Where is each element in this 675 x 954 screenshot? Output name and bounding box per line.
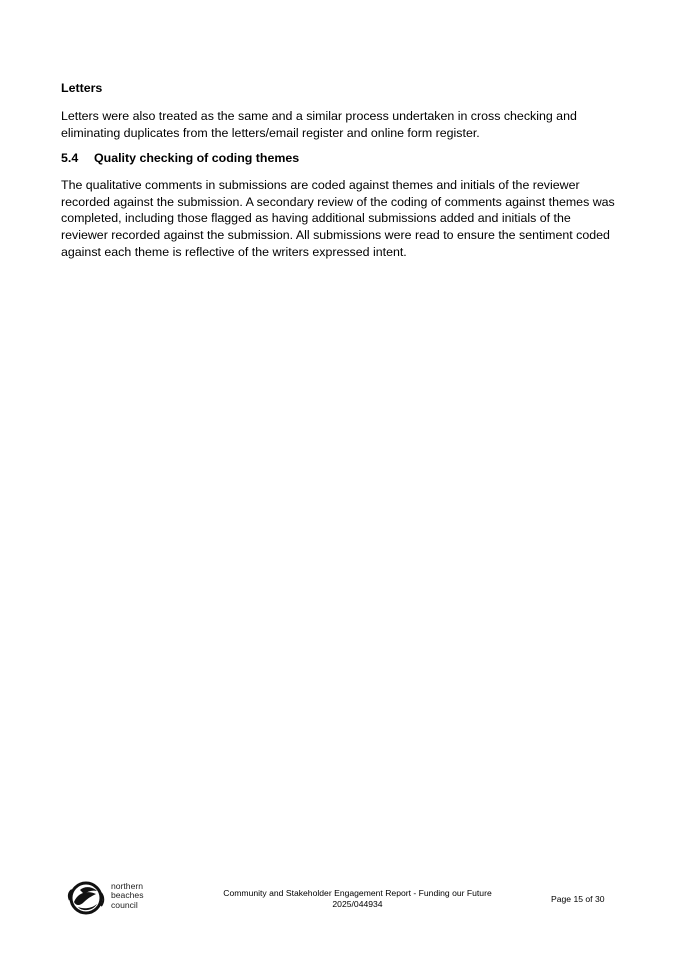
logo-line: council (111, 899, 138, 910)
council-logo-icon (66, 880, 106, 916)
report-title: Community and Stakeholder Engagement Report - Funding our Future (223, 888, 492, 898)
page-number: Page 15 of 30 (551, 894, 605, 904)
page-footer (0, 876, 675, 926)
logo-line: northern (111, 881, 144, 891)
section-5-4-heading (61, 150, 616, 167)
logo-line: beaches (111, 890, 144, 901)
section-title: Quality checking of coding themes (94, 151, 300, 166)
footer-report-info (200, 888, 515, 909)
section-number: 5.4 (61, 151, 79, 166)
logo-wordmark (111, 882, 144, 910)
document-body (61, 80, 616, 260)
letters-paragraph: Letters were also treated as the same and a similar process undertaken in cross checking and eliminating duplicates from the letters/email register and online form register. (61, 109, 577, 140)
letters-heading: Letters (61, 81, 103, 95)
document-number: 2025/044934 (332, 898, 383, 909)
quality-paragraph: The qualitative comments in submissions are coded against themes and initials of the reviewer recorded against the submission. A secondary review of the coding of comments against themes was completed, including those flagged as having additional submissions added and initials of the reviewer recorded against the submission. All submissions were read to ensure the sentiment coded against each theme is reflective of the writers expressed intent. (61, 178, 615, 259)
